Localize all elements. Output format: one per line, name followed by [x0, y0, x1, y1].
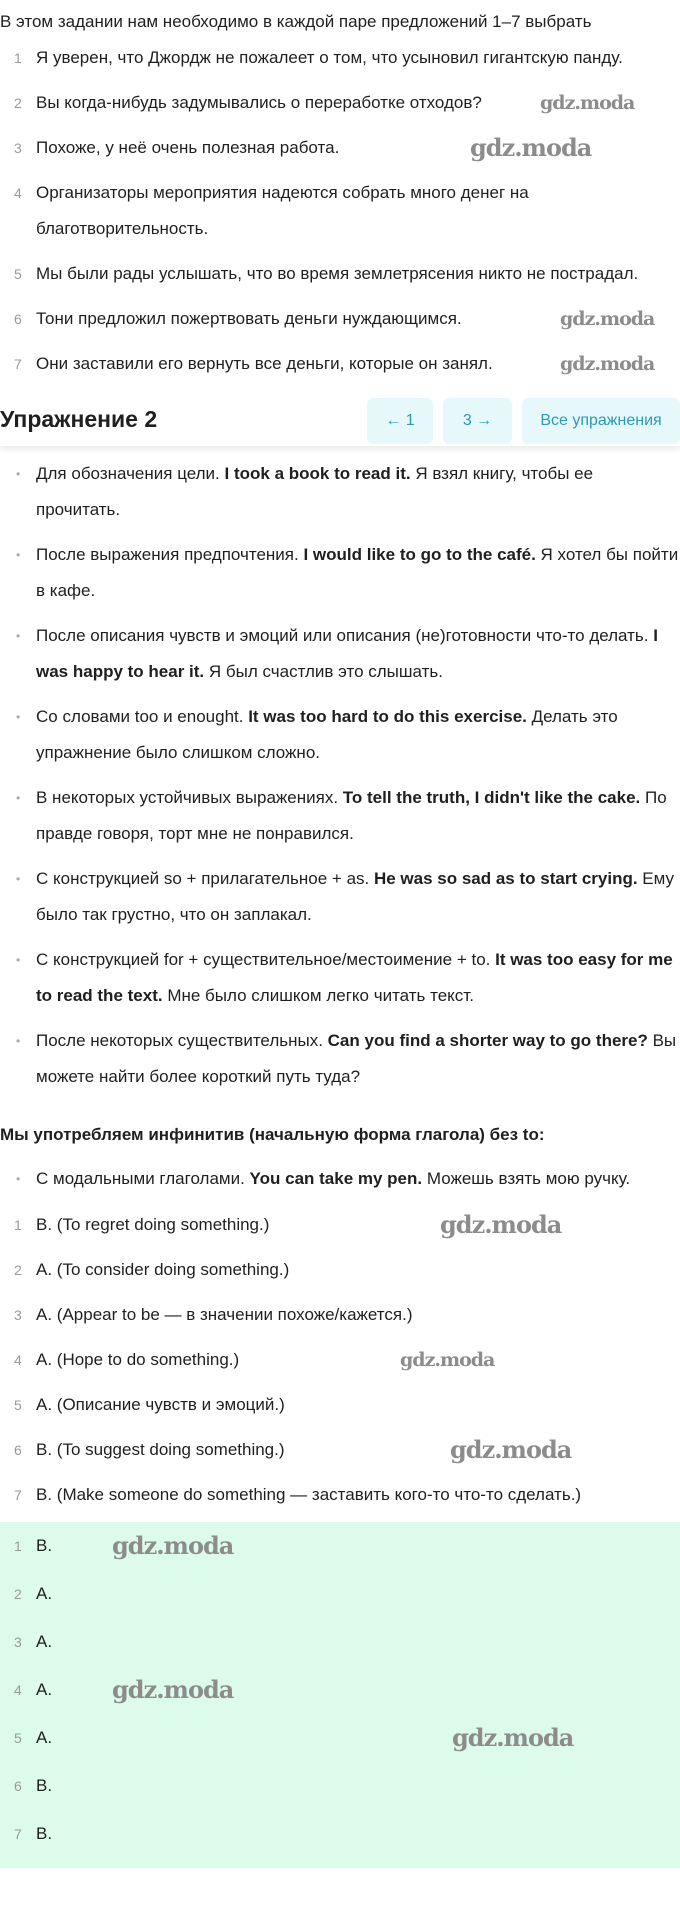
rule-translation: Делать это упражнение было слишком сложно.	[36, 707, 618, 762]
list-item	[0, 346, 680, 382]
answer-item	[0, 1528, 680, 1564]
explanation-text: A. (Hope to do something.)	[36, 1350, 240, 1369]
watermark: gdz.moda	[540, 92, 635, 114]
bullet-icon: •	[16, 1172, 21, 1186]
rule-example: He was so sad as to start crying.	[373, 869, 638, 888]
rule-item	[0, 942, 680, 1014]
rule-example: It was too hard to do this exercise.	[248, 707, 527, 726]
bullet-icon: •	[16, 872, 21, 886]
item-number: 7	[14, 356, 22, 372]
item-number: 2	[14, 95, 22, 111]
rule-body	[36, 537, 680, 609]
prev-exercise-button[interactable]: ← 1	[367, 398, 433, 444]
item-text: Мы были рады услышать, что во время землетрясения никто не пострадал.	[36, 264, 639, 283]
item-number: 4	[14, 1682, 22, 1698]
rule-translation: Я взял книгу, чтобы ее прочитать.	[36, 464, 594, 519]
rule-text: После выражения предпочтения.	[36, 545, 304, 564]
explanation-item	[0, 1342, 680, 1378]
item-number: 4	[14, 185, 22, 201]
answer-text: B.	[36, 1536, 53, 1555]
rule-example: Can you find a shorter way to go there?	[327, 1031, 648, 1050]
item-text: Организаторы мероприятия надеются собрать много денег на благотворительность.	[36, 183, 529, 238]
explanation-text: A. (To consider doing something.)	[36, 1260, 290, 1279]
rule-body	[36, 699, 680, 771]
answer-item	[0, 1624, 680, 1660]
rule-text: Для обозначения цели.	[36, 464, 225, 483]
rule-translation: Я был счастлив это слышать.	[204, 662, 443, 681]
answer-text: B.	[36, 1776, 53, 1795]
section-note: Мы употребляем инфинитив (начальную форма глагола) без to:	[0, 1125, 545, 1144]
explanation-text: B. (To suggest doing something.)	[36, 1440, 285, 1459]
item-number: 7	[14, 1826, 22, 1842]
rule-item	[0, 618, 680, 690]
rule-item	[0, 861, 680, 933]
rule-body	[36, 780, 680, 852]
bullet-icon: •	[16, 548, 21, 562]
answer-item	[0, 1768, 680, 1804]
bullet-icon: •	[16, 467, 21, 481]
item-number: 3	[14, 140, 22, 156]
list-item	[0, 175, 680, 247]
item-number: 6	[14, 1442, 22, 1458]
item-number: 5	[14, 1730, 22, 1746]
rule-item	[0, 699, 680, 771]
watermark: gdz.moda	[112, 1531, 234, 1560]
item-number: 2	[14, 1262, 22, 1278]
item-number: 7	[14, 1487, 22, 1503]
exercise-title: Упражнение 2	[0, 406, 158, 432]
item-number: 6	[14, 311, 22, 327]
item-number: 1	[14, 50, 22, 66]
explanation-text: A. (Appear to be — в значении похоже/кажется.)	[36, 1305, 413, 1324]
rule-example: I was happy to hear it.	[36, 626, 658, 681]
list-item	[0, 40, 680, 76]
watermark: gdz.moda	[112, 1675, 234, 1704]
watermark: gdz.moda	[560, 308, 655, 330]
next-exercise-button[interactable]: 3 →	[443, 398, 512, 444]
explanation-item	[0, 1477, 680, 1513]
rule-list	[0, 456, 680, 1095]
sentence-list	[0, 40, 680, 382]
rule-text: После описания чувств и эмоций или описания (не)готовности что-то делать.	[36, 626, 654, 645]
item-number: 1	[14, 1217, 22, 1233]
rule-body	[36, 456, 680, 528]
explanation-list	[0, 1207, 680, 1513]
explanation-item	[0, 1387, 680, 1423]
item-number: 5	[14, 1397, 22, 1413]
rule-translation: По правде говоря, торт мне не понравился.	[36, 788, 667, 843]
rule-body	[36, 861, 680, 933]
rule-example: To tell the truth, I didn't like the cake.	[342, 788, 641, 807]
item-number: 5	[14, 266, 22, 282]
rule-example: I would like to go to the café.	[303, 545, 536, 564]
rule-body	[36, 1161, 680, 1197]
rule-example: It was too easy for me to read the text.	[36, 950, 673, 1005]
rule-text: С конструкцией for + существительное/местоимение + to.	[36, 950, 496, 969]
rule-text: В некоторых устойчивых выражениях.	[36, 788, 343, 807]
list-item	[0, 256, 680, 292]
item-number: 6	[14, 1778, 22, 1794]
list-item	[0, 301, 680, 337]
answer-text: A.	[36, 1680, 53, 1699]
watermark: gdz.moda	[400, 1349, 495, 1371]
exercise-header	[0, 394, 680, 446]
rule-body	[36, 618, 680, 690]
answers-panel	[0, 1522, 680, 1868]
rule-text: С модальными глаголами.	[36, 1169, 250, 1188]
explanation-text: B. (To regret doing something.)	[36, 1215, 270, 1234]
item-text: Тони предложил пожертвовать деньги нуждающимся.	[36, 309, 462, 328]
rule-item	[0, 537, 680, 609]
item-number: 1	[14, 1538, 22, 1554]
explanation-item	[0, 1432, 680, 1468]
watermark: gdz.moda	[440, 1210, 562, 1239]
rule-example: I took a book to read it.	[224, 464, 411, 483]
watermark: gdz.moda	[452, 1723, 574, 1752]
all-exercises-button[interactable]: Все упражнения	[522, 398, 680, 444]
answer-item	[0, 1816, 680, 1852]
rule-item	[0, 780, 680, 852]
intro-text: В этом задании нам необходимо в каждой паре предложений 1–7 выбрать	[0, 12, 592, 31]
bullet-icon: •	[16, 953, 21, 967]
answer-text: A.	[36, 1584, 53, 1603]
watermark: gdz.moda	[470, 133, 592, 162]
list-item	[0, 85, 680, 121]
rule-translation: Я хотел бы пойти в кафе.	[36, 545, 679, 600]
item-text: Вы когда-нибудь задумывались о переработке отходов?	[36, 93, 482, 112]
rule-item	[0, 456, 680, 528]
rule-example: You can take my pen.	[249, 1169, 423, 1188]
rule-translation: Ему было так грустно, что он заплакал.	[36, 869, 675, 924]
item-text: Я уверен, что Джордж не пожалеет о том, что усыновил гигантскую панду.	[36, 48, 623, 67]
bullet-icon: •	[16, 1034, 21, 1048]
rule-body	[36, 1023, 680, 1095]
watermark: gdz.moda	[560, 353, 655, 375]
explanation-text: A. (Описание чувств и эмоций.)	[36, 1395, 285, 1414]
item-number: 3	[14, 1307, 22, 1323]
item-number: 4	[14, 1352, 22, 1368]
answer-item	[0, 1720, 680, 1756]
rule-item	[0, 1161, 680, 1197]
rule-item	[0, 1023, 680, 1095]
rule-body	[36, 942, 680, 1014]
item-number: 2	[14, 1586, 22, 1602]
rule-text: После некоторых существительных.	[36, 1031, 328, 1050]
explanation-item	[0, 1297, 680, 1333]
answer-text: A.	[36, 1728, 53, 1747]
explanation-item	[0, 1207, 680, 1243]
bullet-icon: •	[16, 791, 21, 805]
rule-text: С конструкцией so + прилагательное + as.	[36, 869, 374, 888]
rule-text: Со словами too и enought.	[36, 707, 249, 726]
rule-translation: Можешь взять мою ручку.	[422, 1169, 631, 1188]
answer-item	[0, 1576, 680, 1612]
answer-item	[0, 1672, 680, 1708]
bullet-icon: •	[16, 629, 21, 643]
item-number: 3	[14, 1634, 22, 1650]
bullet-icon: •	[16, 710, 21, 724]
list-item	[0, 130, 680, 166]
answer-text: B.	[36, 1824, 53, 1843]
rule-translation: Мне было слишком легко читать текст.	[162, 986, 474, 1005]
explanation-text: B. (Make someone do something — заставить кого-то что-то сделать.)	[36, 1485, 582, 1504]
rule-translation: Вы можете найти более короткий путь туда?	[36, 1031, 677, 1086]
item-text: Похоже, у неё очень полезная работа.	[36, 138, 340, 157]
item-text: Они заставили его вернуть все деньги, которые он занял.	[36, 354, 493, 373]
explanation-item	[0, 1252, 680, 1288]
answer-text: A.	[36, 1632, 53, 1651]
watermark: gdz.moda	[450, 1435, 572, 1464]
